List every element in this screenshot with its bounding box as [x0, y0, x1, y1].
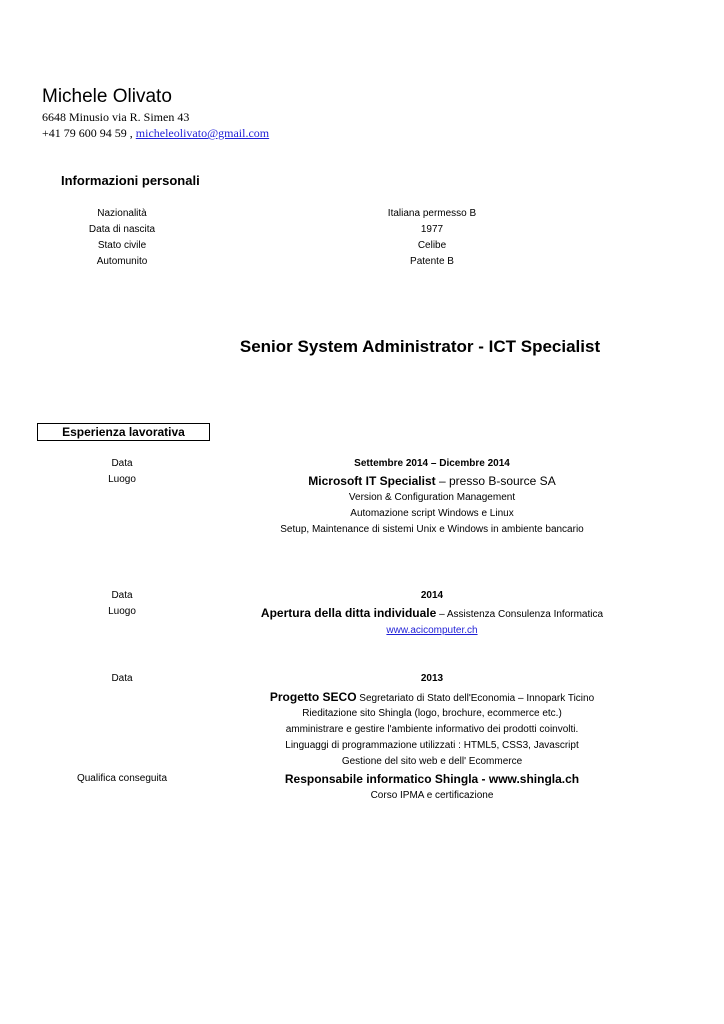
job3-role-suffix: Segretariato di Stato dell'Economia – Innopark Ticino [356, 693, 595, 704]
experience-title: Esperienza lavorativa [37, 423, 210, 441]
job1-date-label: Data [111, 458, 133, 469]
job3-date-label: Data [111, 673, 133, 684]
value-car: Patente B [410, 256, 454, 267]
job2-place-label: Luogo [108, 606, 136, 617]
label-birthdate: Data di nascita [88, 224, 156, 235]
job2-role-suffix: – Assistenza Consulenza Informatica [436, 609, 604, 620]
address: 6648 Minusio via R. Simen 43 [42, 110, 190, 124]
job3-qualification: Responsabile informatico Shingla - www.shingla.ch [284, 772, 580, 786]
job2-role: Apertura della ditta individuale [260, 606, 437, 620]
job3-line-4: Gestione del sito web e dell' Ecommerce [341, 756, 523, 767]
job1-role-suffix: – presso B-source SA [435, 474, 556, 488]
job2-date-label: Data [111, 590, 133, 601]
job2-role-line [212, 606, 652, 620]
job2-date: 2014 [420, 590, 444, 601]
contact-line [42, 126, 269, 141]
headline: Senior System Administrator - ICT Specialist [239, 337, 601, 356]
job3-role: Progetto SECO [269, 690, 357, 704]
label-nationality: Nazionalità [97, 208, 147, 219]
job3-qual-label: Qualifica conseguita [76, 773, 168, 784]
job3-qual-note: Corso IPMA e certificazione [370, 790, 494, 801]
job3-date: 2013 [420, 673, 444, 684]
job1-date: Settembre 2014 – Dicembre 2014 [354, 458, 510, 469]
job2-website [212, 625, 652, 636]
email-link[interactable]: micheleolivato@gmail.com [135, 126, 270, 140]
job1-role: Microsoft IT Specialist [308, 474, 436, 488]
job3-line-3: Linguaggi di programmazione utilizzati : HTML5, CSS3, Javascript [285, 740, 579, 751]
candidate-name: Michele Olivato [42, 86, 172, 107]
job3-role-line [212, 690, 652, 704]
value-marital: Celibe [417, 240, 447, 251]
website-link[interactable]: www.acicomputer.ch [386, 625, 478, 636]
job1-line-3: Setup, Maintenance di sistemi Unix e Windows in ambiente bancario [280, 524, 584, 535]
job1-role-line [212, 474, 652, 488]
personal-info-title: Informazioni personali [61, 173, 200, 188]
phone: +41 79 600 94 59 , [42, 126, 133, 140]
value-nationality: Italiana permesso B [387, 208, 477, 219]
job1-line-1: Version & Configuration Management [348, 492, 516, 503]
label-marital: Stato civile [97, 240, 147, 251]
job1-place-label: Luogo [108, 474, 136, 485]
label-car: Automunito [96, 256, 148, 267]
job3-line-1: Rieditazione sito Shingla (logo, brochure, ecommerce etc.) [302, 708, 562, 719]
job3-line-2: amministrare e gestire l'ambiente informativo dei prodotti coinvolti. [285, 724, 579, 735]
value-birthdate: 1977 [420, 224, 444, 235]
job1-line-2: Automazione script Windows e Linux [350, 508, 514, 519]
